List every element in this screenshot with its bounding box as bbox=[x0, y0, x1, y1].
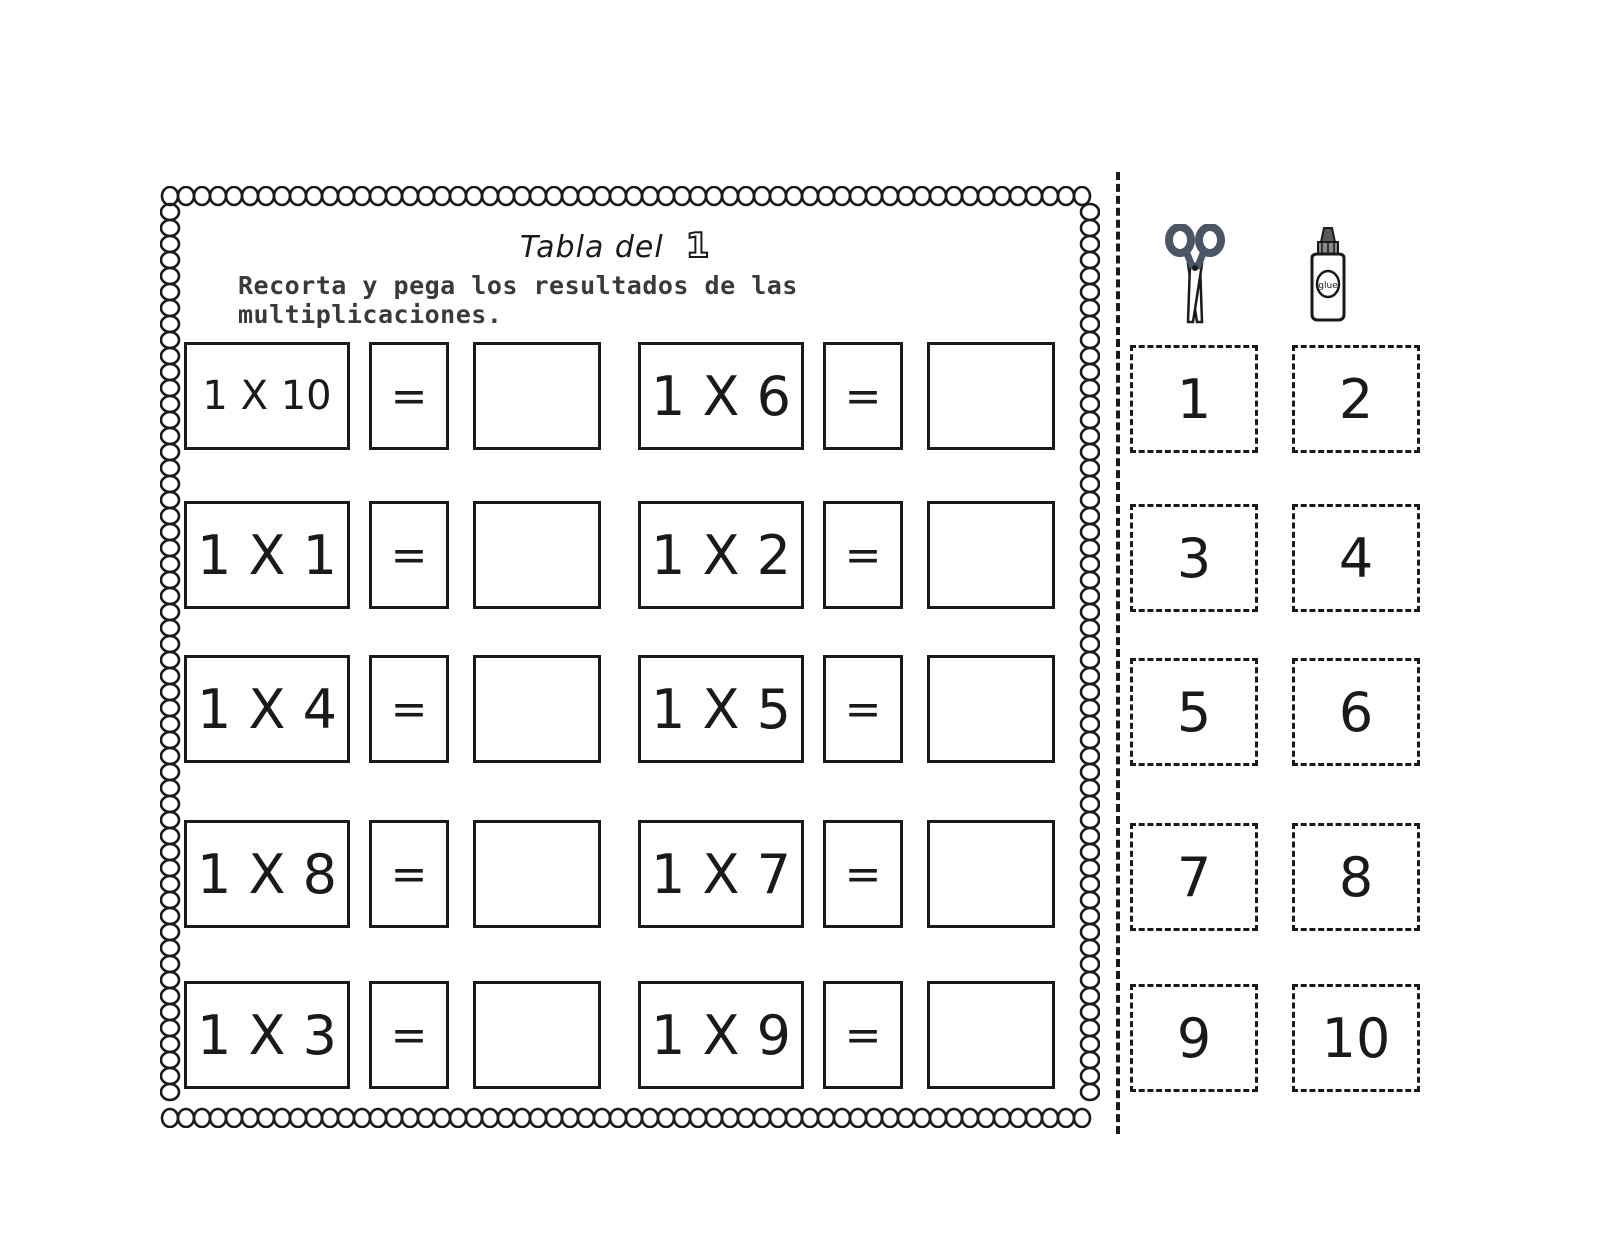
border-loop bbox=[594, 187, 610, 205]
border-loop bbox=[161, 876, 179, 892]
border-loop bbox=[882, 187, 898, 205]
border-loop bbox=[1081, 844, 1099, 860]
border-loop bbox=[161, 860, 179, 876]
border-loop bbox=[161, 892, 179, 908]
border-loop bbox=[161, 684, 179, 700]
border-loop bbox=[258, 1109, 274, 1127]
border-loop bbox=[161, 844, 179, 860]
border-loop bbox=[1081, 540, 1099, 556]
problem-box bbox=[184, 820, 350, 928]
problem-box bbox=[184, 501, 350, 609]
border-loop bbox=[210, 1109, 226, 1127]
border-loop bbox=[946, 187, 962, 205]
answer-slot[interactable] bbox=[473, 820, 601, 928]
border-loop bbox=[882, 1109, 898, 1127]
problem-box bbox=[638, 501, 804, 609]
border-loop bbox=[162, 1109, 178, 1127]
border-loop bbox=[642, 187, 658, 205]
border-loop bbox=[1081, 348, 1099, 364]
border-loop bbox=[994, 1109, 1010, 1127]
equals-sign: = bbox=[844, 683, 882, 735]
border-loop bbox=[1081, 684, 1099, 700]
border-loop bbox=[1081, 956, 1099, 972]
border-loop bbox=[1010, 187, 1026, 205]
border-loop bbox=[418, 1109, 434, 1127]
equals-sign: = bbox=[844, 848, 882, 900]
border-loop bbox=[1081, 988, 1099, 1004]
border-loop bbox=[1081, 380, 1099, 396]
border-loop bbox=[161, 1020, 179, 1036]
border-loop bbox=[370, 187, 386, 205]
border-loop bbox=[1081, 908, 1099, 924]
equals-box bbox=[369, 820, 449, 928]
border-loop bbox=[161, 556, 179, 572]
border-loop bbox=[450, 187, 466, 205]
border-loop bbox=[690, 187, 706, 205]
scissors-icon bbox=[1164, 224, 1226, 324]
border-loop bbox=[161, 988, 179, 1004]
answer-slot[interactable] bbox=[473, 342, 601, 450]
equals-box bbox=[369, 981, 449, 1089]
border-loop bbox=[161, 764, 179, 780]
glue-label: glue bbox=[1318, 281, 1338, 291]
border-loop bbox=[674, 1109, 690, 1127]
equals-sign: = bbox=[390, 683, 428, 735]
border-loop bbox=[754, 187, 770, 205]
border-loop bbox=[194, 1109, 210, 1127]
border-loop bbox=[242, 1109, 258, 1127]
border-loop bbox=[322, 187, 338, 205]
border-loop bbox=[161, 780, 179, 796]
border-loop bbox=[530, 187, 546, 205]
border-loop bbox=[370, 1109, 386, 1127]
border-loop bbox=[1081, 460, 1099, 476]
border-loop bbox=[562, 1109, 578, 1127]
equals-box bbox=[823, 981, 903, 1089]
equals-sign: = bbox=[390, 529, 428, 581]
border-loop bbox=[690, 1109, 706, 1127]
answer-tile[interactable]: 2 bbox=[1292, 345, 1420, 453]
border-loop bbox=[706, 1109, 722, 1127]
border-loop bbox=[1074, 187, 1090, 205]
table-number: 1 bbox=[685, 226, 711, 266]
border-loop bbox=[161, 812, 179, 828]
border-loop bbox=[226, 187, 242, 205]
border-loop bbox=[946, 1109, 962, 1127]
border-loop bbox=[161, 1068, 179, 1084]
problem-expression: 1 X 6 bbox=[650, 364, 792, 428]
equals-sign: = bbox=[390, 370, 428, 422]
border-loop bbox=[962, 187, 978, 205]
border-loop bbox=[1026, 187, 1042, 205]
border-loop bbox=[161, 652, 179, 668]
border-loop bbox=[354, 187, 370, 205]
border-loop bbox=[1081, 572, 1099, 588]
answer-slot[interactable] bbox=[473, 981, 601, 1089]
border-loop bbox=[1081, 620, 1099, 636]
problem-expression: 1 X 2 bbox=[650, 523, 792, 587]
border-loop bbox=[161, 476, 179, 492]
border-loop bbox=[1081, 1004, 1099, 1020]
border-loop bbox=[1081, 364, 1099, 380]
border-loop bbox=[1081, 252, 1099, 268]
border-loop bbox=[1081, 924, 1099, 940]
border-loop bbox=[914, 187, 930, 205]
border-loop bbox=[610, 1109, 626, 1127]
border-loop bbox=[850, 1109, 866, 1127]
answer-slot[interactable] bbox=[927, 501, 1055, 609]
border-loop bbox=[914, 1109, 930, 1127]
border-loop bbox=[1081, 1020, 1099, 1036]
border-loop bbox=[898, 1109, 914, 1127]
border-loop bbox=[161, 524, 179, 540]
border-loop bbox=[161, 284, 179, 300]
border-loop bbox=[658, 1109, 674, 1127]
border-loop bbox=[274, 1109, 290, 1127]
border-loop bbox=[610, 187, 626, 205]
problem-box bbox=[184, 342, 350, 450]
border-loop bbox=[994, 187, 1010, 205]
border-loop bbox=[161, 1004, 179, 1020]
instruction-text: Recorta y pega los resultados de las multiplicaciones. bbox=[238, 271, 798, 329]
border-loop bbox=[161, 924, 179, 940]
border-loop bbox=[1081, 876, 1099, 892]
equals-box bbox=[823, 655, 903, 763]
answer-slot[interactable] bbox=[473, 501, 601, 609]
border-loop bbox=[1081, 268, 1099, 284]
border-loop bbox=[290, 1109, 306, 1127]
border-loop bbox=[514, 187, 530, 205]
answer-slot[interactable] bbox=[927, 820, 1055, 928]
answer-slot[interactable] bbox=[473, 655, 601, 763]
border-loop bbox=[1081, 396, 1099, 412]
border-loop bbox=[930, 187, 946, 205]
border-loop bbox=[1081, 316, 1099, 332]
problem-expression: 1 X 5 bbox=[650, 677, 792, 741]
border-loop bbox=[161, 332, 179, 348]
answer-tile[interactable]: 7 bbox=[1130, 823, 1258, 931]
border-loop bbox=[161, 956, 179, 972]
border-loop bbox=[161, 796, 179, 812]
border-loop bbox=[161, 1052, 179, 1068]
border-loop bbox=[850, 187, 866, 205]
border-loop bbox=[578, 187, 594, 205]
border-loop bbox=[546, 1109, 562, 1127]
border-loop bbox=[1081, 1068, 1099, 1084]
border-loop bbox=[161, 540, 179, 556]
equals-box bbox=[369, 501, 449, 609]
border-loop bbox=[1081, 204, 1099, 220]
border-loop bbox=[161, 940, 179, 956]
border-loop bbox=[562, 187, 578, 205]
equals-sign: = bbox=[844, 1009, 882, 1061]
border-loop bbox=[834, 187, 850, 205]
border-loop bbox=[161, 700, 179, 716]
border-loop bbox=[161, 508, 179, 524]
border-loop bbox=[514, 1109, 530, 1127]
border-loop bbox=[1081, 444, 1099, 460]
border-loop bbox=[866, 1109, 882, 1127]
problem-box bbox=[638, 981, 804, 1089]
border-loop bbox=[1081, 1084, 1099, 1100]
border-loop bbox=[161, 492, 179, 508]
border-loop bbox=[498, 1109, 514, 1127]
border-loop bbox=[1081, 860, 1099, 876]
border-loop bbox=[161, 620, 179, 636]
border-loop bbox=[1081, 332, 1099, 348]
border-loop bbox=[1081, 796, 1099, 812]
border-loop bbox=[786, 187, 802, 205]
border-loop bbox=[161, 316, 179, 332]
border-loop bbox=[578, 1109, 594, 1127]
problem-box bbox=[638, 342, 804, 450]
answer-slot[interactable] bbox=[927, 342, 1055, 450]
answer-slot[interactable] bbox=[927, 981, 1055, 1089]
border-loop bbox=[1081, 652, 1099, 668]
border-loop bbox=[161, 908, 179, 924]
border-loop bbox=[802, 187, 818, 205]
problem-box bbox=[184, 655, 350, 763]
border-loop bbox=[161, 460, 179, 476]
border-loop bbox=[161, 204, 179, 220]
border-loop bbox=[161, 364, 179, 380]
border-loop bbox=[161, 268, 179, 284]
border-loop bbox=[161, 604, 179, 620]
page-title bbox=[520, 226, 710, 266]
border-loop bbox=[306, 1109, 322, 1127]
border-loop bbox=[1081, 780, 1099, 796]
problem-expression: 1 X 1 bbox=[196, 523, 338, 587]
border-loop bbox=[818, 187, 834, 205]
border-loop bbox=[1081, 476, 1099, 492]
border-loop bbox=[161, 428, 179, 444]
border-loop bbox=[1081, 636, 1099, 652]
border-loop bbox=[338, 187, 354, 205]
equals-box bbox=[369, 655, 449, 763]
border-loop bbox=[1081, 428, 1099, 444]
border-loop bbox=[1081, 1036, 1099, 1052]
problem-box bbox=[638, 655, 804, 763]
border-loop bbox=[1081, 716, 1099, 732]
border-loop bbox=[161, 716, 179, 732]
border-loop bbox=[1081, 1052, 1099, 1068]
border-loop bbox=[1026, 1109, 1042, 1127]
border-loop bbox=[1081, 556, 1099, 572]
border-loop bbox=[242, 187, 258, 205]
border-loop bbox=[1081, 700, 1099, 716]
problem-box bbox=[184, 981, 350, 1089]
border-loop bbox=[818, 1109, 834, 1127]
border-loop bbox=[738, 187, 754, 205]
equals-sign: = bbox=[844, 529, 882, 581]
border-loop bbox=[434, 187, 450, 205]
border-loop bbox=[1081, 812, 1099, 828]
problem-box bbox=[638, 820, 804, 928]
border-loop bbox=[466, 1109, 482, 1127]
equals-sign: = bbox=[390, 1009, 428, 1061]
answer-tile[interactable]: 8 bbox=[1292, 823, 1420, 931]
border-loop bbox=[1081, 492, 1099, 508]
border-loop bbox=[962, 1109, 978, 1127]
border-loop bbox=[1081, 972, 1099, 988]
border-loop bbox=[466, 187, 482, 205]
border-loop bbox=[386, 1109, 402, 1127]
equals-sign: = bbox=[844, 370, 882, 422]
border-loop bbox=[834, 1109, 850, 1127]
border-loop bbox=[161, 300, 179, 316]
border-loop bbox=[674, 187, 690, 205]
border-loop bbox=[978, 1109, 994, 1127]
border-loop bbox=[786, 1109, 802, 1127]
border-loop bbox=[530, 1109, 546, 1127]
border-loop bbox=[770, 1109, 786, 1127]
border-loop bbox=[546, 187, 562, 205]
border-loop bbox=[658, 187, 674, 205]
border-loop bbox=[1081, 940, 1099, 956]
border-loop bbox=[1081, 236, 1099, 252]
border-loop bbox=[450, 1109, 466, 1127]
border-loop bbox=[161, 236, 179, 252]
border-loop bbox=[1058, 187, 1074, 205]
border-loop bbox=[161, 636, 179, 652]
equals-box bbox=[369, 342, 449, 450]
border-loop bbox=[1081, 892, 1099, 908]
answer-slot[interactable] bbox=[927, 655, 1055, 763]
answer-tile[interactable]: 3 bbox=[1130, 504, 1258, 612]
border-loop bbox=[161, 1036, 179, 1052]
border-loop bbox=[161, 396, 179, 412]
border-loop bbox=[706, 187, 722, 205]
border-loop bbox=[306, 187, 322, 205]
border-loop bbox=[1081, 604, 1099, 620]
answer-tile[interactable]: 9 bbox=[1130, 984, 1258, 1092]
answer-tile[interactable]: 6 bbox=[1292, 658, 1420, 766]
border-loop bbox=[482, 1109, 498, 1127]
border-loop bbox=[1081, 508, 1099, 524]
border-loop bbox=[161, 572, 179, 588]
cut-line-divider bbox=[1116, 172, 1120, 1134]
border-loop bbox=[178, 187, 194, 205]
border-loop bbox=[594, 1109, 610, 1127]
border-loop bbox=[258, 187, 274, 205]
answer-tile[interactable]: 1 bbox=[1130, 345, 1258, 453]
border-loop bbox=[161, 828, 179, 844]
border-loop bbox=[161, 220, 179, 236]
equals-box bbox=[823, 501, 903, 609]
equals-box bbox=[823, 342, 903, 450]
border-loop bbox=[226, 1109, 242, 1127]
border-loop bbox=[290, 187, 306, 205]
border-loop bbox=[354, 1109, 370, 1127]
problem-expression: 1 X 9 bbox=[650, 1003, 792, 1067]
problem-expression: 1 X 10 bbox=[202, 373, 332, 419]
border-loop bbox=[402, 1109, 418, 1127]
border-loop bbox=[866, 187, 882, 205]
border-loop bbox=[754, 1109, 770, 1127]
border-loop bbox=[498, 187, 514, 205]
border-loop bbox=[1081, 300, 1099, 316]
border-loop bbox=[434, 1109, 450, 1127]
border-loop bbox=[1081, 732, 1099, 748]
answer-tile[interactable]: 10 bbox=[1292, 984, 1420, 1092]
border-loop bbox=[1074, 1109, 1090, 1127]
border-loop bbox=[722, 187, 738, 205]
border-loop bbox=[898, 187, 914, 205]
border-loop bbox=[161, 444, 179, 460]
border-loop bbox=[161, 732, 179, 748]
border-loop bbox=[1081, 524, 1099, 540]
border-loop bbox=[1081, 284, 1099, 300]
title-text: Tabla del bbox=[520, 230, 664, 265]
border-loop bbox=[386, 187, 402, 205]
problem-expression: 1 X 8 bbox=[196, 842, 338, 906]
border-loop bbox=[274, 187, 290, 205]
border-loop bbox=[402, 187, 418, 205]
border-loop bbox=[178, 1109, 194, 1127]
border-loop bbox=[1081, 748, 1099, 764]
glue-bottle-icon bbox=[1298, 224, 1358, 324]
border-loop bbox=[482, 187, 498, 205]
border-loop bbox=[930, 1109, 946, 1127]
border-loop bbox=[802, 1109, 818, 1127]
border-loop bbox=[322, 1109, 338, 1127]
border-loop bbox=[626, 1109, 642, 1127]
answer-tile[interactable]: 4 bbox=[1292, 504, 1420, 612]
border-loop bbox=[161, 348, 179, 364]
border-loop bbox=[162, 187, 178, 205]
equals-box bbox=[823, 820, 903, 928]
border-loop bbox=[626, 187, 642, 205]
border-loop bbox=[1081, 828, 1099, 844]
border-loop bbox=[161, 1084, 179, 1100]
border-loop bbox=[1081, 220, 1099, 236]
border-loop bbox=[1042, 187, 1058, 205]
border-loop bbox=[418, 187, 434, 205]
border-loop bbox=[338, 1109, 354, 1127]
border-loop bbox=[978, 187, 994, 205]
problem-expression: 1 X 7 bbox=[650, 842, 792, 906]
border-loop bbox=[1081, 764, 1099, 780]
border-loop bbox=[161, 668, 179, 684]
border-loop bbox=[1010, 1109, 1026, 1127]
border-loop bbox=[210, 187, 226, 205]
border-loop bbox=[194, 187, 210, 205]
problem-expression: 1 X 4 bbox=[196, 677, 338, 741]
border-loop bbox=[161, 380, 179, 396]
border-loop bbox=[642, 1109, 658, 1127]
border-loop bbox=[1081, 668, 1099, 684]
border-loop bbox=[1081, 588, 1099, 604]
border-loop bbox=[1081, 412, 1099, 428]
answer-tile[interactable]: 5 bbox=[1130, 658, 1258, 766]
border-loop bbox=[161, 972, 179, 988]
border-loop bbox=[161, 252, 179, 268]
problem-expression: 1 X 3 bbox=[196, 1003, 338, 1067]
border-loop bbox=[738, 1109, 754, 1127]
border-loop bbox=[161, 412, 179, 428]
border-loop bbox=[1058, 1109, 1074, 1127]
border-loop bbox=[161, 588, 179, 604]
equals-sign: = bbox=[390, 848, 428, 900]
border-loop bbox=[161, 748, 179, 764]
border-loop bbox=[770, 187, 786, 205]
border-loop bbox=[722, 1109, 738, 1127]
border-loop bbox=[1042, 1109, 1058, 1127]
